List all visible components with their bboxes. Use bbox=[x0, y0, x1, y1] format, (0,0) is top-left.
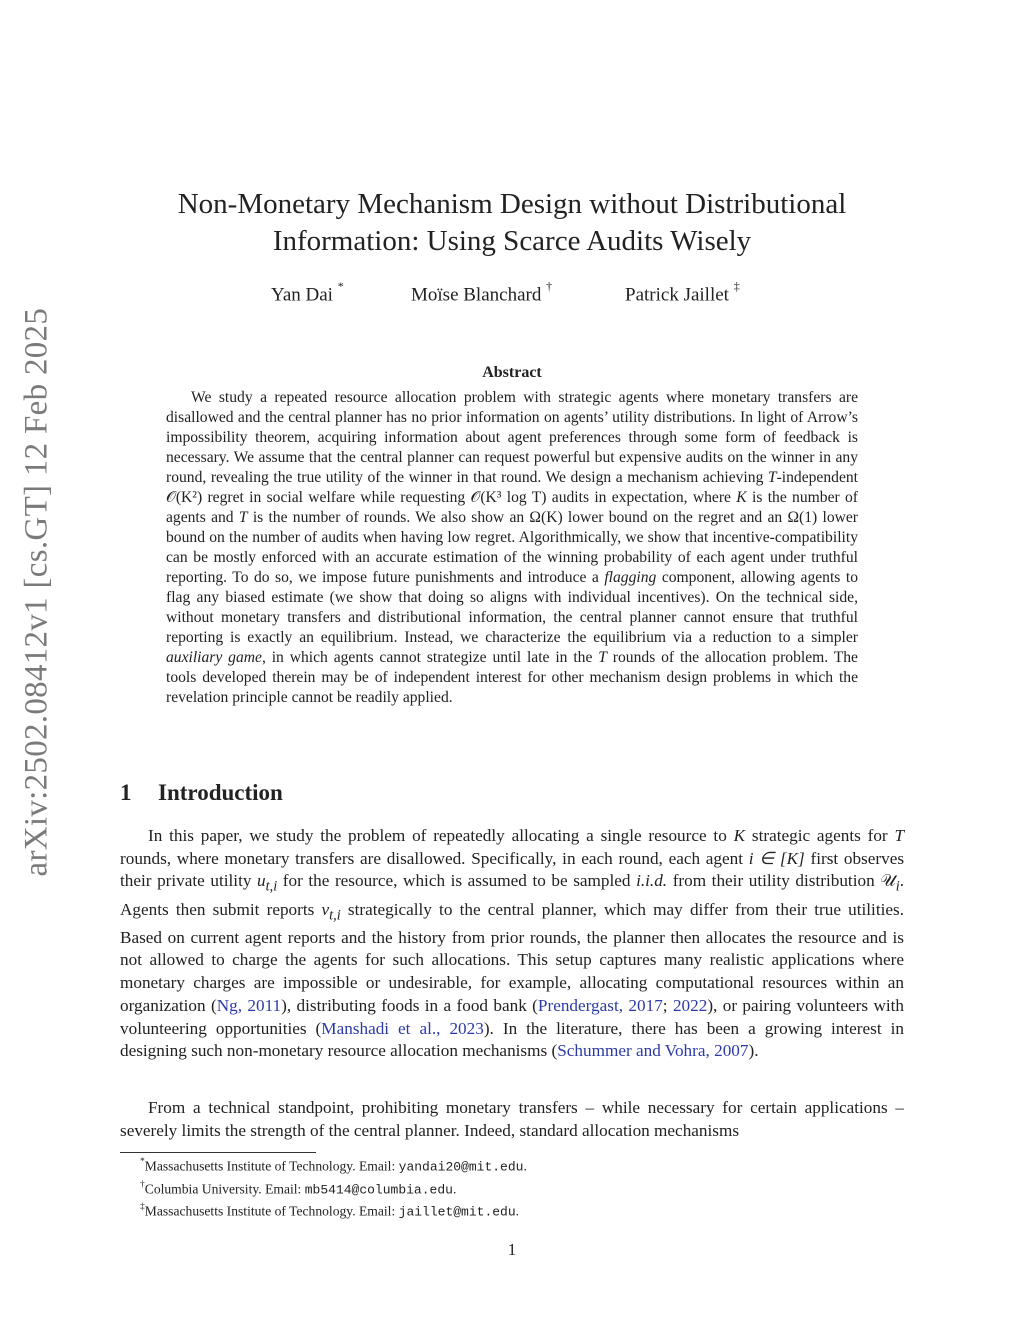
author-yan-dai: Yan Dai * bbox=[271, 279, 344, 306]
page-number: 1 bbox=[507, 1240, 517, 1259]
footnote-3: ‡Massachusetts Institute of Technology. Email: jaillet@mit.edu. bbox=[140, 1202, 520, 1220]
paper-title: Non-Monetary Mechanism Design without Distributional Information: Using Scarce Audits Wisely bbox=[177, 188, 847, 257]
citation-prendergast-2017[interactable]: Prendergast, 2017 bbox=[537, 995, 663, 1015]
footnote-divider bbox=[120, 1152, 316, 1153]
section-heading-introduction: 1 Introduction bbox=[120, 780, 283, 805]
footnote-1: *Massachusetts Institute of Technology. Email: yandai20@mit.edu. bbox=[140, 1157, 527, 1175]
author-moise-blanchard: Moïse Blanchard † bbox=[411, 279, 553, 306]
footnotes bbox=[140, 1154, 900, 1222]
author-patrick-jaillet: Patrick Jaillet ‡ bbox=[625, 279, 740, 306]
citation-schummer-vohra-2007[interactable]: Schummer and Vohra, 2007 bbox=[557, 1041, 749, 1061]
abstract-heading: Abstract bbox=[482, 364, 542, 381]
arxiv-identifier-stamp: arXiv:2502.08412v1 [cs.GT] 12 Feb 2025 bbox=[18, 307, 55, 877]
citation-manshadi-2023[interactable]: Manshadi et al., 2023 bbox=[321, 1018, 484, 1038]
citation-prendergast-2022[interactable]: 2022 bbox=[672, 995, 708, 1015]
email-jaillet[interactable]: jaillet@mit.edu bbox=[398, 1204, 516, 1220]
email-blanchard[interactable]: mb5414@columbia.edu bbox=[304, 1182, 453, 1198]
intro-paragraph-2: From a technical standpoint, prohibiting monetary transfers – while necessary for certain applications – severely limits the strength of the central planner. Indeed, standard allocation mechanisms bbox=[120, 1098, 904, 1140]
abstract-text: We study a repeated resource allocation problem with strategic agents where monetary transfers are disallowed and the central planner has no prior information on agents’ utility distributions. In light of Arrow’s impossibility theorem, acquiring information about agent preferences through some form of feedback is necessary. We assume that the central planner can request powerful but expensive audits on the winner in any round, revealing the true utility of the winner in that round. We design a mechanism achieving T-independent 𝒪(K²) regret in social welfare while requesting 𝒪(K³ log T) audits in expectation, where K is the number of agents and T is the number of rounds. We also show an Ω(K) lower bound on the regret and an Ω(1) lower bound on the number of audits when having low regret. Algorithmically, we show that incentive-compatibility can be mostly enforced with an accurate estimation of the winning probability of each agent under truthful reporting. To do so, we impose future punishments and introduce a flagging component, allowing agents to flag any biased estimate (we show that doing so aligns with individual incentives). On the technical side, without monetary transfers and distributional information, the central planner cannot ensure that truthful reporting is exactly an equilibrium. Instead, we characterize the equilibrium via a reduction to a simpler auxiliary game, in which agents cannot strategize until late in the T rounds of the allocation problem. The tools developed therein may be of independent interest for other mechanism design problems in which the revelation principle cannot be readily applied. bbox=[166, 389, 858, 706]
email-yandai[interactable]: yandai20@mit.edu bbox=[398, 1159, 524, 1175]
author-list bbox=[0, 279, 1024, 308]
citation-ng-2011[interactable]: Ng, 2011 bbox=[216, 995, 282, 1015]
intro-paragraph-1: In this paper, we study the problem of repeatedly allocating a single resource to K strategic agents for T rounds, where monetary transfers are disallowed. Specifically, in each round, each agent i ∈ [K] first observes their private utility $u_{t,i}$ for the resource, which is assumed to be sampled i.i.d. from their utility distribution 𝒰$_i$. Agents then submit reports $v_{t,i}$ strategically to the central planner, which may differ from their true utilities. Based on current agent reports and the history from prior rounds, the planner then allocates the resource and is not allowed to charge the agents for such allocations. This setup captures many realistic applications where monetary charges are impossible or undesirable, for example, allocating computational resources within an organization (Ng, 2011), distributing foods in a food bank (Prendergast, 2017; 2022), or pairing volunteers with volunteering opportunities (Manshadi et al., 2023). In the literature, there has been a growing interest in designing such non-monetary resource allocation mechanisms (Schummer and Vohra, 2007). bbox=[120, 826, 905, 1061]
footnote-2: †Columbia University. Email: mb5414@columbia.edu. bbox=[140, 1179, 457, 1198]
